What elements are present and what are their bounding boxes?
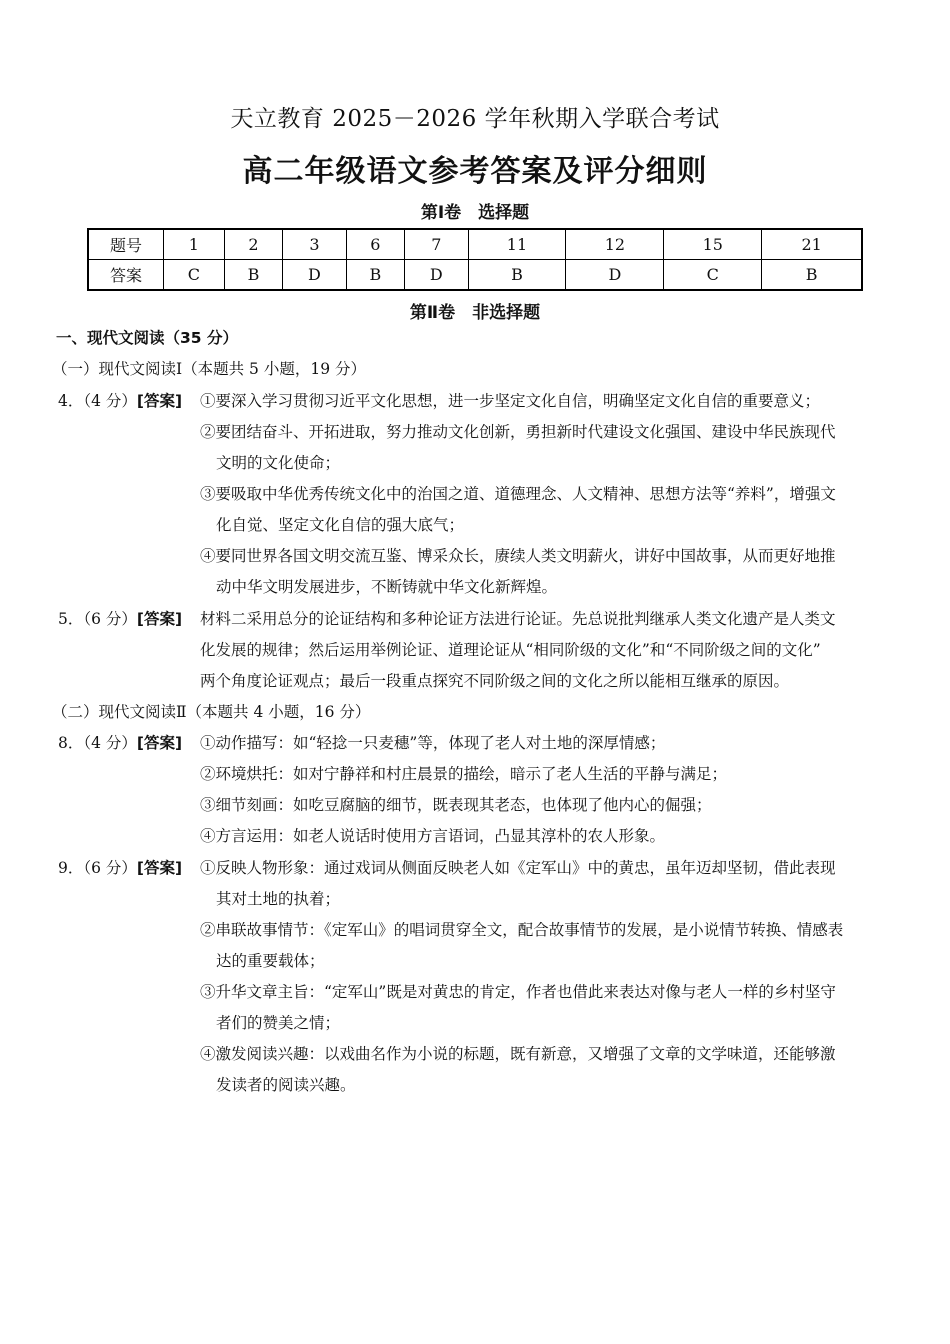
answer-line: 其对土地的执着； [216, 890, 341, 908]
answer-cell: B [468, 260, 566, 291]
question-number: 6 [346, 229, 405, 260]
question-5 [58, 609, 182, 629]
answer-line: ②环境烘托：如对宁静祥和村庄晨景的描绘，暗示了老人生活的平静与满足； [200, 765, 728, 783]
answer-line: ①动作描写：如“轻捻一只麦穗”等，体现了老人对土地的深厚情感； [200, 734, 666, 752]
answer-line: ③要吸取中华优秀传统文化中的治国之道、道德理念、人文精神、思想方法等“养料”，增强文 [200, 485, 836, 503]
part1-heading: 第Ⅰ卷 选择题 [420, 203, 530, 223]
question-number: 2 [224, 229, 283, 260]
answer-tag: [答案] [136, 734, 183, 752]
question-4 [58, 391, 182, 411]
question-8 [58, 733, 182, 753]
answer-line: 者们的赞美之情； [216, 1014, 341, 1032]
subsection-heading: （一）现代文阅读Ⅰ（本题共 5 小题，19 分） [52, 360, 366, 378]
answer-line: 化发展的规律；然后运用举例论证、道理论证从“相同阶级的文化”和“不同阶级之间的文化” [200, 641, 821, 659]
document-title: 高二年级语文参考答案及评分细则 [242, 154, 708, 189]
subsection-heading: （二）现代文阅读Ⅱ（本题共 4 小题，16 分） [52, 703, 371, 721]
answer-cell: C [164, 260, 225, 291]
question-number: 9．（6 分） [58, 859, 137, 877]
answer-line: ④要同世界各国文明交流互鉴、博采众长，赓续人类文明薪火，讲好中国故事，从而更好地推 [200, 547, 836, 565]
answer-cell: D [405, 260, 468, 291]
answer-cell: C [664, 260, 762, 291]
question-number: 12 [566, 229, 664, 260]
answer-line: ③细节刻画：如吃豆腐脑的细节，既表现其老态，也体现了他内心的倔强； [200, 796, 712, 814]
part2-heading: 第Ⅱ卷 非选择题 [409, 303, 541, 323]
question-number: 15 [664, 229, 762, 260]
section-heading: 一、现代文阅读（35 分） [56, 329, 238, 347]
question-number: 8．（4 分） [58, 734, 137, 752]
question-number: 5．（6 分） [58, 610, 137, 628]
answer-line: ④方言运用：如老人说话时使用方言语词，凸显其淳朴的农人形象。 [200, 827, 666, 845]
question-row-label: 题号 [88, 229, 164, 260]
answer-row [88, 260, 862, 291]
answer-cell: B [762, 260, 862, 291]
answer-line: 发读者的阅读兴趣。 [216, 1076, 356, 1094]
question-number: 4．（4 分） [58, 392, 137, 410]
answer-table [87, 228, 863, 291]
answer-cell: B [224, 260, 283, 291]
answer-cell: D [283, 260, 346, 291]
answer-tag: [答案] [136, 859, 183, 877]
answer-line: 达的重要载体； [216, 952, 325, 970]
answer-line: ②串联故事情节：《定军山》的唱词贯穿全文，配合故事情节的发展，是小说情节转换、情感表 [200, 921, 844, 939]
question-number: 1 [164, 229, 225, 260]
answer-line: 两个角度论证观点；最后一段重点探究不同阶级之间的文化之所以能相互继承的原因。 [200, 672, 790, 690]
answer-line: 化自觉、坚定文化自信的强大底气； [216, 516, 465, 534]
question-number: 11 [468, 229, 566, 260]
answer-cell: B [346, 260, 405, 291]
answer-tag: [答案] [136, 610, 183, 628]
answer-line: ④激发阅读兴趣：以戏曲名作为小说的标题，既有新意，又增强了文章的文学味道，还能够激 [200, 1045, 836, 1063]
answer-line: ①要深入学习贯彻习近平文化思想，进一步坚定文化自信，明确坚定文化自信的重要意义； [200, 392, 821, 410]
answer-line: ②要团结奋斗、开拓进取，努力推动文化创新，勇担新时代建设文化强国、建设中华民族现代 [200, 423, 836, 441]
answer-tag: [答案] [136, 392, 183, 410]
question-number: 3 [283, 229, 346, 260]
answer-line: ①反映人物形象：通过戏词从侧面反映老人如《定军山》中的黄忠，虽年迈却坚韧，借此表现 [200, 859, 836, 877]
exam-title: 天立教育 2025－2026 学年秋期入学联合考试 [230, 106, 720, 132]
question-row [88, 229, 862, 260]
answer-row-label: 答案 [88, 260, 164, 291]
answer-line: 材料二采用总分的论证结构和多种论证方法进行论证。先总说批判继承人类文化遗产是人类文 [200, 610, 836, 628]
answer-line: 文明的文化使命； [216, 454, 341, 472]
answer-line: 动中华文明发展进步，不断铸就中华文化新辉煌。 [216, 578, 558, 596]
question-number: 21 [762, 229, 862, 260]
answer-cell: D [566, 260, 664, 291]
answer-line: ③升华文章主旨：“定军山”既是对黄忠的肯定，作者也借此来表达对像与老人一样的乡村坚守 [200, 983, 836, 1001]
question-number: 7 [405, 229, 468, 260]
question-9 [58, 858, 182, 878]
